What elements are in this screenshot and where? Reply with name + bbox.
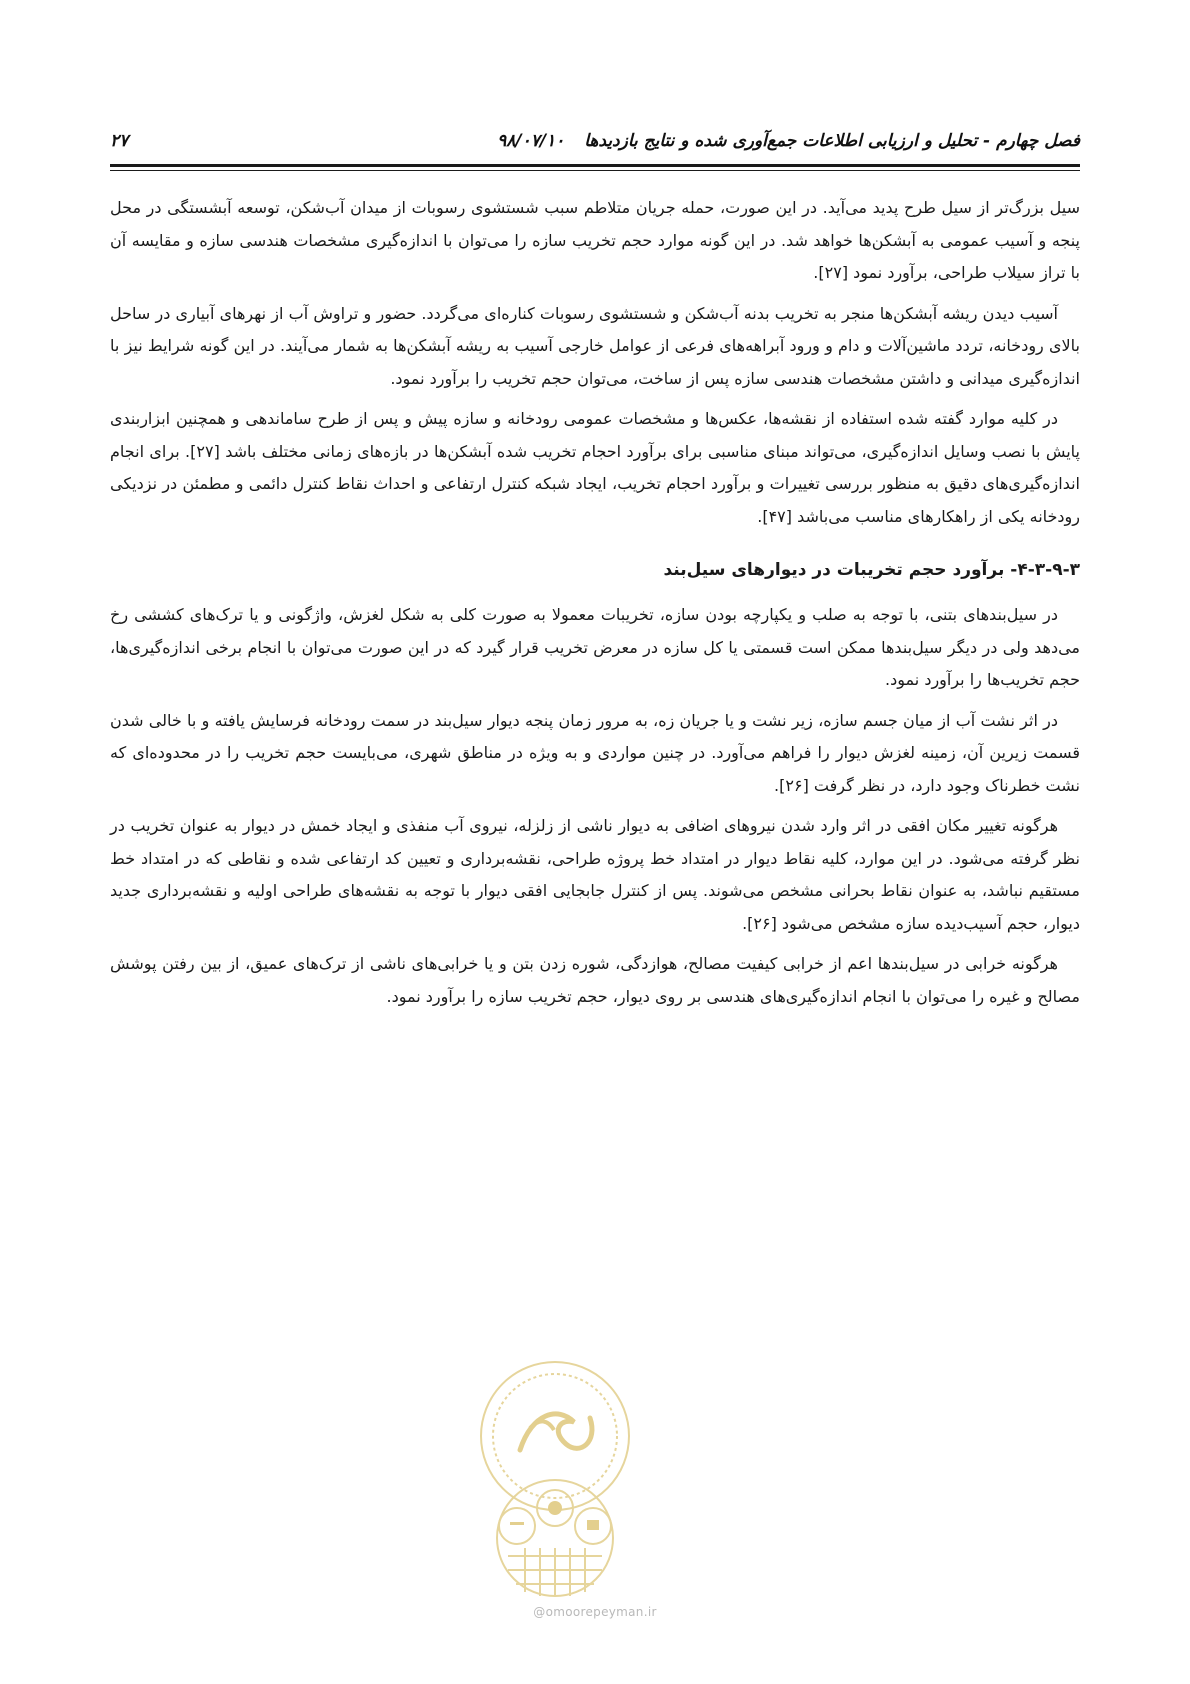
page-header [110,128,1080,158]
paragraph: آسیب دیدن ریشه آبشکن‌ها منجر به تخریب بدنه آب‌شکن و شستشوی رسوبات کناره‌ای می‌گردد. حضور و تراوش آب از نهرهای آبیاری در ساحل بالای رودخانه، تردد ماشین‌آلات و دام و ورود آبراهه‌های فرعی از عوامل خارجی آسیب به ریشه آبشکن‌ها به شمار می‌آیند. در این گونه شرایط نیز با اندازه‌گیری میدانی و داشتن مشخصات هندسی سازه پس از ساخت، می‌توان حجم تخریب را برآورد نمود. [110,303,1080,388]
watermark-logo [470,1358,640,1608]
header-date: ۹۸/۰۷/۱۰ [497,131,565,151]
paragraph: در اثر نشت آب از میان جسم سازه، زیر نشت و یا جریان زه، به مرور زمان پنجه دیوار سیل‌بند در سمت رودخانه فرسایش یافته و با خالی شدن قسمت زیرین آن، زمینه لغزش دیوار را فراهم می‌آورد. در چنین مواردی و به ویژه در مناطق شهری، می‌بایست حجم تخریب را در محدوده‌ای که نشت خطرناک وجود دارد، در نظر گرفت [۲۶]. [110,710,1080,795]
watermark-url: @omoorepeyman.ir [533,1605,657,1619]
paragraph: در سیل‌بندهای بتنی، با توجه به صلب و یکپارچه بودن سازه، تخریبات معمولا به صورت کلی به شکل لغزش، واژگونی و یا ترک‌های کششی رخ می‌دهد ولی در دیگر سیل‌بندها ممکن است قسمتی یا کل سازه در معرض تخریب قرار گیرد که در این صورت می‌توان با انجام برخی اندازه‌گیری‌ها، حجم تخریب‌ها را برآورد نمود. [110,605,1080,689]
page-body [110,192,1080,1021]
paragraph: هرگونه تغییر مکان افقی در اثر وارد شدن نیروهای اضافی به دیوار ناشی از زلزله، نیروی آب منفذی و ایجاد خمش در دیوار به عنوان تخریب در نظر گرفته می‌شود. در این موارد، کلیه نقاط دیوار در امتداد خط پروژه طراحی، نقشه‌برداری و تعیین کد ارتفاعی شده و نقاطی که در امتداد خط مستقیم نباشد، به عنوان نقاط بحرانی مشخص می‌شوند. پس از کنترل جابجایی افقی دیوار با توجه به نقشه‌های طراحی اولیه و نقشه‌برداری جدید دیوار، حجم آسیب‌دیده سازه مشخص می‌شود [۲۶]. [110,816,1080,933]
paragraph: در کلیه موارد گفته شده استفاده از نقشه‌ها، عکس‌ها و مشخصات عمومی رودخانه و سازه پیش و پس از طرح ساماندهی و همچنین ابزاربندی پایش با نصب وسایل اندازه‌گیری، می‌تواند مبنای مناسبی برای برآورد احجام تخریب شده آبشکن‌ها در بازه‌های زمانی مختلف باشد [۲۷]. برای انجام اندازه‌گیری‌های دقیق به منظور بررسی تغییرات و برآورد احجام تخریب، ایجاد شبکه کنترل ارتفاعی و احداث نقاط کنترل دائمی و مطمئن در نزدیکی رودخانه یکی از راهکارهای مناسب می‌باشد [۴۷]. [110,409,1080,526]
paragraph: سیل بزرگ‌تر از سیل طرح پدید می‌آید. در این صورت، حمله جریان متلاطم سبب شستشوی رسوبات از میدان آب‌شکن، توسعه آبشستگی در محل پنجه و آسیب عمومی به آبشکن‌ها خواهد شد. در این گونه موارد حجم تخریب سازه را می‌توان با اندازه‌گیری مشخصات هندسی سازه و مقایسه آن با تراز سیلاب طراحی، برآورد نمود [۲۷]. [110,198,1080,282]
page-number: ۲۷ [110,131,129,151]
header-rule-thin [110,170,1080,171]
section-heading: ۴-۳-۹-۳- برآورد حجم تخریبات در دیوارهای سیل‌بند [663,560,1080,580]
chapter-title-text: فصل چهارم - تحلیل و ارزیابی اطلاعات جمع‌آوری شده و نتایج بازدیدها [584,131,1080,151]
paragraph: هرگونه خرابی در سیل‌بندها اعم از خرابی کیفیت مصالح، هوازدگی، شوره زدن بتن و یا خرابی‌های ناشی از ترک‌های عمیق، از بین رفتن پوشش مصالح و غیره را می‌توان با انجام اندازه‌گیری‌های هندسی بر روی دیوار، حجم تخریب سازه را برآورد نمود. [110,954,1080,1006]
chapter-title [497,128,1080,154]
header-rule-thick [110,164,1080,167]
seal-icon [470,1358,640,1608]
